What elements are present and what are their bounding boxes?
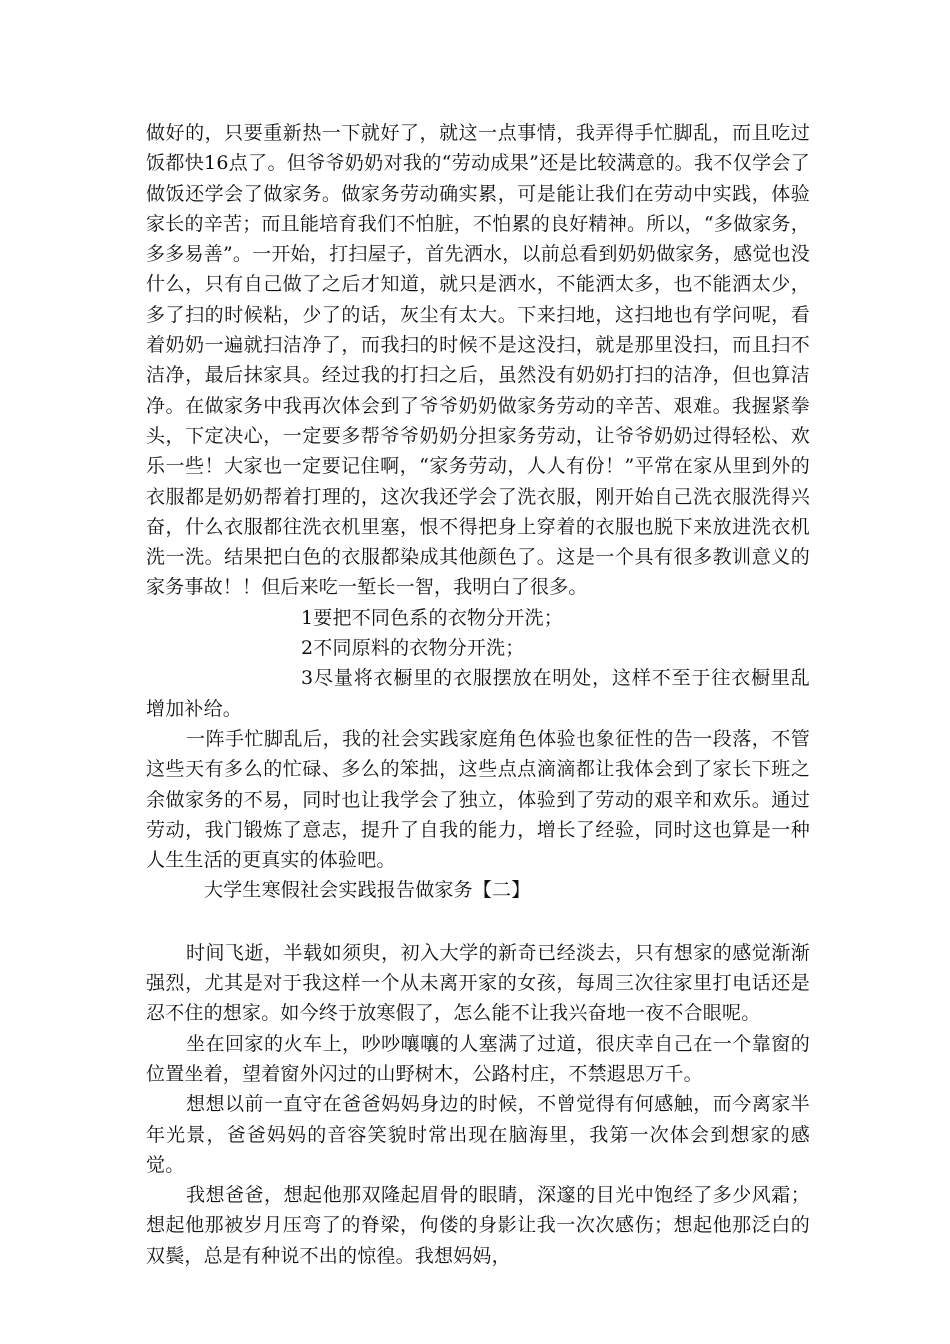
body-paragraph: 想想以前一直守在爸爸妈妈身边的时候，不曾觉得有何感触，而今离家半年光景，爸爸妈妈的音容笑貌时常出现在脑海里，我第一次体会到想家的感觉。 (146, 1093, 810, 1176)
list-item: 3尽量将衣橱里的衣服摆放在明处，这样不至于往衣橱里乱增加补给。 (146, 667, 810, 720)
conclusion-paragraph: 一阵手忙脚乱后，我的社会实践家庭角色体验也象征性的告一段落，不管这些天有多么的忙碌、多么的笨拙，这些点点滴滴都让我体会到了家长下班之余做家务的不易，同时也让我学会了独立，体验到了劳动的艰辛和欢乐。通过劳动，我门锻炼了意志，提升了自我的能力，增长了经验，同时这也算是一种人生生活的更真实的体验吧。 (146, 727, 810, 872)
body-paragraph: 坐在回家的火车上，吵吵嚷嚷的人塞满了过道，很庆幸自己在一个靠窗的位置坐着，望着窗外闪过的山野树木，公路村庄，不禁遐思万千。 (146, 1032, 810, 1085)
list-item: 2不同原料的衣物分开洗； (301, 637, 525, 660)
intro-paragraph: 做好的，只要重新热一下就好了，就这一点事情，我弄得手忙脚乱，而且吃过饭都快16点了。但爷爷奶奶对我的“劳动成果”还是比较满意的。我不仅学会了做饭还学会了做家务。做家务劳动确实累，可是能让我们在劳动中实践，体验家长的辛苦；而且能培育我们不怕脏，不怕累的良好精神。所以，“多做家务，多多易善”。一开始，打扫屋子，首先洒水，以前总看到奶奶做家务，感觉也没什么，只有自己做了之后才知道，就只是洒水，不能洒太多，也不能洒太少，多了扫的时候粘，少了的话，灰尘有太大。下来扫地，这扫地也有学问呢，看着奶奶一遍就扫洁净了，而我扫的时候不是这没扫，就是那里没扫，而且扫不洁净，最后抹家具。经过我的打扫之后，虽然没有奶奶打扫的洁净，但也算洁净。在做家务中我再次体会到了爷爷奶奶做家务劳动的辛苦、艰难。我握紧拳头，下定决心，一定要多帮爷爷奶奶分担家务劳动，让爷爷奶奶过得轻松、欢乐一些！大家也一定要记住啊，“家务劳动，人人有份！”平常在家从里到外的衣服都是奶奶帮着打理的，这次我还学会了洗衣服，刚开始自己洗衣服洗得兴奋，什么衣服都往洗衣机里塞，恨不得把身上穿着的衣服也脱下来放进洗衣机洗一洗。结果把白色的衣服都染成其他颜色了。这是一个具有很多教训意义的家务事故！！但后来吃一堑长一智，我明白了很多。 (146, 122, 810, 599)
body-paragraph: 我想爸爸，想起他那双隆起眉骨的眼睛，深邃的目光中饱经了多少风霜；想起他那被岁月压弯了的脊梁，佝偻的身影让我一次次感伤；想起他那泛白的双鬓，总是有种说不出的惊徨。我想妈妈， (146, 1184, 810, 1267)
body-paragraph: 时间飞逝，半载如须臾，初入大学的新奇已经淡去，只有想家的感觉渐渐强烈，尤其是对于我这样一个从未离开家的女孩，每周三次往家里打电话还是忍不住的想家。如今终于放寒假了，怎么能不让我兴奋地一夜不合眼呢。 (146, 941, 810, 1025)
document-body (146, 118, 810, 1271)
section-title: 大学生寒假社会实践报告做家务【二】 (204, 879, 531, 902)
list-item: 1要把不同色系的衣物分开洗； (301, 606, 563, 629)
blank-line (146, 906, 810, 938)
